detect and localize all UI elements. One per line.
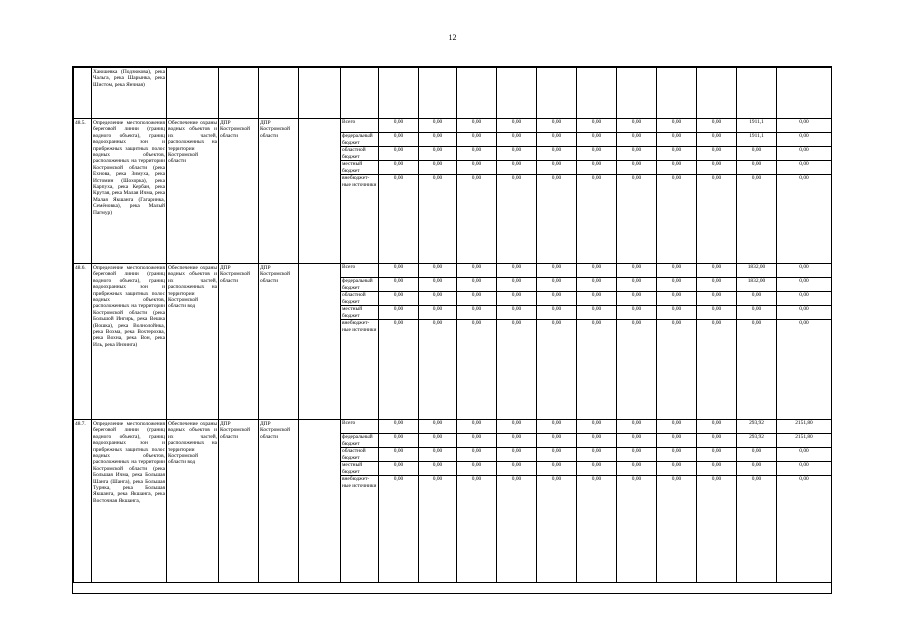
value-cell: 0,00: [577, 133, 616, 147]
funding-source-label: Всего: [341, 119, 378, 133]
value-column: [737, 119, 777, 264]
value-cell: 0,00: [537, 420, 576, 434]
value-cell: 0,00: [419, 147, 456, 161]
value-cell: 0,00: [577, 434, 616, 448]
value-cell: 0,00: [379, 448, 418, 462]
value-cell: 0,00: [751, 476, 762, 482]
value-cell: 0,00: [497, 292, 536, 306]
value-column: [419, 264, 457, 420]
value-column: [737, 420, 777, 583]
value-cell: 0,00: [497, 133, 536, 147]
value-column: [379, 420, 419, 583]
value-cell: 0,00: [551, 476, 562, 482]
value-cell: 0,00: [551, 320, 562, 326]
value-cell: 0,00: [497, 462, 536, 476]
funding-source-label: внебюджет-ные источники: [342, 320, 377, 333]
value-cell: 0,00: [379, 264, 418, 278]
value-cell: 0,00: [551, 175, 562, 181]
value-cell: 0,00: [657, 264, 696, 278]
value-column: [419, 119, 457, 264]
funding-source-label: местный бюджет: [341, 161, 378, 175]
value-column: [617, 264, 657, 420]
value-cell: 0,00: [777, 161, 831, 175]
table-row: [74, 119, 832, 264]
measure-description: Определение местоположения береговой линии (границ водного объекта), границ водоохранных зон и прибрежных защитных полос водных объектов, расположенных на территории Костромской области (река Большая Ичма, река Большая Шанга (Шанга), река Большая Турнка, река Большая Якшанга, река Якшанга, река Восточная Якшанга,: [92, 420, 167, 583]
value-column: [657, 119, 697, 264]
funding-source-label: областной бюджет: [341, 448, 378, 462]
value-cell: 0,00: [631, 320, 642, 326]
value-cell: 0,00: [697, 434, 736, 448]
funding-source-label: местный бюджет: [341, 306, 378, 320]
value-cell: 293,92: [737, 420, 776, 434]
funding-source-label: местный бюджет: [341, 462, 378, 476]
value-cell: 0,00: [537, 147, 576, 161]
value-cell: 0,00: [537, 462, 576, 476]
value-cell: 0,00: [711, 175, 722, 181]
value-cell: 0,00: [697, 448, 736, 462]
value-cell: 0,00: [657, 434, 696, 448]
value-cell: 0,00: [497, 434, 536, 448]
row-number: 48.5.: [74, 119, 92, 264]
value-cell: 0,00: [497, 147, 536, 161]
value-cell: 0,00: [657, 448, 696, 462]
value-cell: 0,00: [777, 278, 831, 292]
value-cell: 0,00: [577, 119, 616, 133]
value-cell: 0,00: [711, 320, 722, 326]
value-cell: 0,00: [379, 462, 418, 476]
value-cell: 0,00: [497, 161, 536, 175]
value-cell: 0,00: [419, 462, 456, 476]
value-cell: 0,00: [497, 278, 536, 292]
value-cell: 0,00: [751, 320, 762, 326]
row-number: 48.7.: [74, 420, 92, 583]
spacer-cell: [299, 119, 341, 264]
value-cell: 0,00: [577, 306, 616, 320]
funding-source-label: областной бюджет: [341, 147, 378, 161]
value-cell: 0,00: [497, 306, 536, 320]
value-cell: 0,00: [537, 278, 576, 292]
value-column: [537, 420, 577, 583]
value-cell: 0,00: [617, 119, 656, 133]
value-cell: 0,00: [577, 278, 616, 292]
co-executor: ДПР Костромской области: [259, 119, 299, 264]
value-cell: 0,00: [617, 448, 656, 462]
value-column: [457, 420, 497, 583]
value-cell: 0,00: [737, 147, 776, 161]
value-cell: 0,00: [671, 175, 682, 181]
value-cell: 0,00: [379, 306, 418, 320]
table-row: [74, 420, 832, 583]
funding-source-label: внебюджет-ные источники: [342, 175, 377, 188]
value-cell: 0,00: [697, 147, 736, 161]
value-cell: 0,00: [777, 264, 831, 278]
value-column: [537, 119, 577, 264]
value-cell: 0,00: [379, 133, 418, 147]
value-cell: 0,00: [737, 306, 776, 320]
value-cell: 0,00: [697, 161, 736, 175]
value-cell: 0,00: [497, 264, 536, 278]
value-cell: 0,00: [617, 420, 656, 434]
value-cell: 0,00: [617, 133, 656, 147]
value-cell: 0,00: [657, 133, 696, 147]
value-cell: 0,00: [577, 462, 616, 476]
value-cell: 0,00: [697, 133, 736, 147]
value-column: [497, 264, 537, 420]
value-column: [617, 119, 657, 264]
value-cell: 0,00: [617, 434, 656, 448]
spacer-cell: [299, 420, 341, 583]
value-cell: 0,00: [617, 278, 656, 292]
value-cell: 0,00: [657, 420, 696, 434]
value-cell: 0,00: [537, 292, 576, 306]
value-cell: 0,00: [379, 278, 418, 292]
value-cell: 293,92: [737, 434, 776, 448]
value-cell: 0,00: [457, 434, 496, 448]
value-cell: 0,00: [617, 161, 656, 175]
funding-source-label: федеральный бюджет: [341, 278, 378, 292]
value-cell: 0,00: [457, 448, 496, 462]
funding-source-label: внебюджет-ные источники: [342, 476, 377, 489]
value-cell: 0,00: [697, 264, 736, 278]
value-cell: 0,00: [419, 434, 456, 448]
measure-purpose: Обеспечение охраны водных объектов и их частей, расположенных на территории Костромской области вод: [167, 420, 219, 583]
value-cell: 0,00: [471, 476, 482, 482]
continuation-text: Хаюшевка (Подзюкова), река Чальга, река Шарынка, река Шистом, река Янчная): [92, 68, 167, 119]
value-column: [457, 264, 497, 420]
value-cell: 0,00: [591, 476, 602, 482]
value-cell: 0,00: [777, 119, 831, 133]
responsible-executor: ДПР Костромской области: [219, 420, 259, 583]
value-cell: 0,00: [471, 175, 482, 181]
value-cell: 0,00: [471, 320, 482, 326]
responsible-executor: ДПР Костромской области: [219, 264, 259, 420]
value-cell: 0,00: [577, 448, 616, 462]
value-cell: 0,00: [497, 119, 536, 133]
value-cell: 0,00: [577, 292, 616, 306]
value-cell: 0,00: [777, 147, 831, 161]
value-cell: 0,00: [432, 476, 443, 482]
value-cell: 0,00: [697, 119, 736, 133]
value-cell: 0,00: [737, 448, 776, 462]
value-cell: 0,00: [393, 320, 404, 326]
value-cell: 0,00: [711, 476, 722, 482]
value-cell: 0,00: [657, 119, 696, 133]
value-cell: 0,00: [577, 161, 616, 175]
value-cell: 0,00: [799, 476, 809, 482]
value-cell: 0,00: [419, 161, 456, 175]
value-cell: 0,00: [497, 420, 536, 434]
value-cell: 2151,80: [777, 420, 831, 434]
value-cell: 0,00: [419, 278, 456, 292]
value-cell: 1832,00: [737, 278, 776, 292]
value-cell: 0,00: [657, 147, 696, 161]
value-cell: 0,00: [657, 278, 696, 292]
value-cell: 0,00: [777, 133, 831, 147]
value-cell: 2151,80: [777, 434, 831, 448]
value-column: [657, 420, 697, 583]
value-column: [419, 420, 457, 583]
value-cell: 0,00: [537, 133, 576, 147]
continuation-row: [74, 68, 832, 119]
funding-source-label: федеральный бюджет: [341, 434, 378, 448]
value-cell: 0,00: [577, 264, 616, 278]
co-executor: ДПР Костромской области: [259, 264, 299, 420]
value-cell: 0,00: [631, 175, 642, 181]
value-column: [777, 420, 832, 583]
value-cell: 0,00: [799, 320, 809, 326]
value-cell: 0,00: [777, 448, 831, 462]
value-cell: 0,00: [457, 119, 496, 133]
value-cell: 0,00: [511, 476, 522, 482]
value-column: [379, 264, 419, 420]
value-cell: 0,00: [631, 476, 642, 482]
value-column: [777, 119, 832, 264]
value-column: [657, 264, 697, 420]
value-column: [577, 264, 617, 420]
value-cell: 0,00: [657, 292, 696, 306]
value-cell: 0,00: [379, 161, 418, 175]
value-column: [457, 119, 497, 264]
value-cell: 0,00: [419, 420, 456, 434]
value-column: [697, 420, 737, 583]
spacer-cell: [299, 264, 341, 420]
value-cell: 0,00: [497, 448, 536, 462]
value-cell: 0,00: [671, 320, 682, 326]
value-cell: 1911,1: [737, 119, 776, 133]
value-cell: 0,00: [379, 119, 418, 133]
value-cell: 0,00: [617, 147, 656, 161]
funding-source-label: областной бюджет: [341, 292, 378, 306]
value-cell: 0,00: [537, 306, 576, 320]
value-cell: 0,00: [537, 161, 576, 175]
value-cell: 0,00: [511, 175, 522, 181]
table-row: [74, 264, 832, 420]
value-cell: 0,00: [457, 420, 496, 434]
value-cell: 0,00: [419, 264, 456, 278]
row-number: 48.6.: [74, 264, 92, 420]
value-cell: 0,00: [379, 420, 418, 434]
value-cell: 0,00: [457, 306, 496, 320]
value-column: [577, 420, 617, 583]
value-column: [497, 420, 537, 583]
value-column: [777, 264, 832, 420]
value-cell: 0,00: [591, 320, 602, 326]
measure-description: Определение местоположения береговой линии (границ водного объекта), границ водоохранных зон и прибрежных защитных полос водных объектов, расположенных на территории Костромской области (река Большой Ингирь, река Вешка (Вошка), река Волнолойнка, река Вохма, река Вохтерохва, река Вохна, река Вон, река Иль, река Инзинга): [92, 264, 167, 420]
page-number: 12: [448, 33, 457, 42]
value-cell: 0,00: [511, 320, 522, 326]
value-cell: 0,00: [671, 476, 682, 482]
funding-sources: [341, 119, 379, 264]
responsible-executor: ДПР Костромской области: [219, 119, 259, 264]
value-cell: 0,00: [379, 434, 418, 448]
value-cell: 0,00: [777, 462, 831, 476]
value-cell: 0,00: [457, 147, 496, 161]
value-cell: 0,00: [657, 462, 696, 476]
value-cell: 0,00: [419, 448, 456, 462]
value-cell: 0,00: [457, 278, 496, 292]
value-cell: 0,00: [457, 264, 496, 278]
value-column: [497, 119, 537, 264]
value-cell: 0,00: [379, 292, 418, 306]
value-cell: 0,00: [751, 175, 762, 181]
funding-source-label: Всего: [341, 420, 378, 434]
value-cell: 0,00: [419, 133, 456, 147]
value-cell: 0,00: [432, 175, 443, 181]
value-cell: 0,00: [457, 292, 496, 306]
value-cell: 0,00: [617, 292, 656, 306]
funding-source-label: Всего: [341, 264, 378, 278]
value-column: [697, 119, 737, 264]
value-cell: 0,00: [457, 161, 496, 175]
value-cell: 0,00: [419, 292, 456, 306]
value-cell: 0,00: [697, 278, 736, 292]
value-cell: 0,00: [737, 292, 776, 306]
value-cell: 1832,00: [737, 264, 776, 278]
value-cell: 0,00: [457, 462, 496, 476]
value-cell: 0,00: [591, 175, 602, 181]
value-cell: 0,00: [419, 306, 456, 320]
value-cell: 0,00: [537, 448, 576, 462]
value-column: [737, 264, 777, 420]
program-table: [73, 67, 832, 583]
value-cell: 0,00: [737, 462, 776, 476]
value-cell: 0,00: [393, 476, 404, 482]
value-cell: 0,00: [393, 175, 404, 181]
value-cell: 0,00: [537, 434, 576, 448]
value-cell: 0,00: [537, 119, 576, 133]
value-column: [577, 119, 617, 264]
funding-sources: [341, 264, 379, 420]
value-cell: 0,00: [617, 462, 656, 476]
value-cell: 0,00: [537, 264, 576, 278]
value-cell: 0,00: [577, 420, 616, 434]
value-cell: 0,00: [577, 147, 616, 161]
measure-purpose: Обеспечение охраны водных объектов и их частей, расположенных на территории Костромской области вод: [167, 264, 219, 420]
funding-source-label: федеральный бюджет: [341, 133, 378, 147]
funding-sources: [341, 420, 379, 583]
value-cell: 0,00: [697, 462, 736, 476]
value-cell: 0,00: [617, 264, 656, 278]
value-cell: 0,00: [379, 147, 418, 161]
value-cell: 0,00: [777, 306, 831, 320]
value-column: [617, 420, 657, 583]
value-cell: 1911,1: [737, 133, 776, 147]
value-cell: 0,00: [432, 320, 443, 326]
value-cell: 0,00: [697, 420, 736, 434]
value-cell: 0,00: [799, 175, 809, 181]
value-cell: 0,00: [697, 292, 736, 306]
value-cell: 0,00: [737, 161, 776, 175]
value-column: [537, 264, 577, 420]
value-cell: 0,00: [457, 133, 496, 147]
value-cell: 0,00: [657, 161, 696, 175]
program-table-frame: [72, 66, 832, 594]
measure-description: Определение местоположения береговой линии (границ водного объекта), границ водоохранных зон и прибрежных защитных полос водных объектов, расположенных на территории Костромской области (река Ехнова, река Зимуха, река Истомин (Шохорка), река Карпуха, река Кербан, река Крутая, река Малая Ичма, река Малая Якшанга (Гагаринка, Семёновка), река Малый Пагмур): [92, 119, 167, 264]
value-cell: 0,00: [617, 306, 656, 320]
value-column: [379, 119, 419, 264]
value-cell: 0,00: [657, 306, 696, 320]
value-cell: 0,00: [697, 306, 736, 320]
value-cell: 0,00: [777, 292, 831, 306]
value-column: [697, 264, 737, 420]
value-cell: 0,00: [419, 119, 456, 133]
co-executor: ДПР Костромской области: [259, 420, 299, 583]
measure-purpose: Обеспечение охраны водных объектов и их частей, расположенных на территории Костромской области: [167, 119, 219, 264]
